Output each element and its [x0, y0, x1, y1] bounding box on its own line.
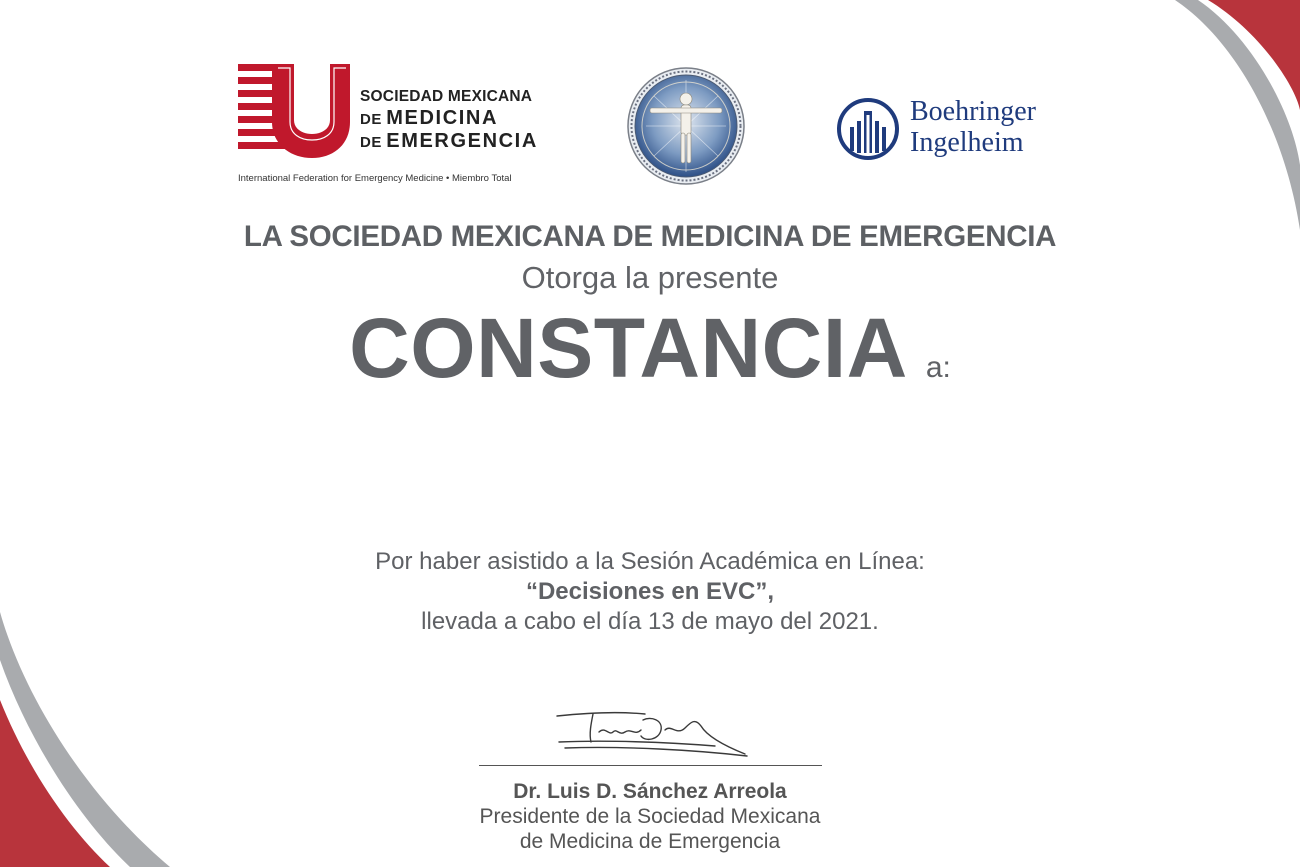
- certificate-title: CONSTANCIA: [349, 301, 908, 395]
- smme-name-line3-big: EMERGENCIA: [386, 129, 538, 152]
- grants-line: Otorga la presente: [521, 260, 779, 295]
- smme-name-line2-big: MEDICINA: [386, 106, 498, 129]
- boehringer-ingelheim-logo: [836, 96, 1066, 166]
- signature-line: [479, 765, 822, 766]
- session-date: llevada a cabo el día 13 de mayo del 2021.: [421, 608, 879, 635]
- signatory-role-line2: de Medicina de Emergencia: [519, 830, 781, 853]
- signatory-role-line1: Presidente de la Sociedad Mexicana: [479, 805, 821, 828]
- smme-name-line1: SOCIEDAD MEXICANA: [360, 88, 533, 105]
- certificate-title-suffix: a:: [925, 351, 951, 384]
- smme-logo: [238, 64, 538, 189]
- smme-name-line3-small: DE: [360, 133, 382, 151]
- signature-image: [555, 706, 755, 762]
- smme-tagline: International Federation for Emergency Medicine • Miembro Total: [238, 173, 512, 184]
- issuer-heading: LA SOCIEDAD MEXICANA DE MEDICINA DE EMERGENCIA: [243, 220, 1057, 253]
- partner-name-line1: Boehringer: [910, 96, 1036, 127]
- society-seal-icon: [626, 66, 746, 186]
- session-name: “Decisiones en EVC”,: [525, 578, 775, 605]
- partner-name-line2: Ingelheim: [910, 127, 1024, 158]
- attendance-reason: Por haber asistido a la Sesión Académica en Línea:: [375, 548, 925, 575]
- smme-u-emblem: [238, 64, 350, 158]
- boehringer-building-icon: [836, 97, 900, 161]
- smme-name-line2-small: DE: [360, 110, 382, 128]
- signatory-name: Dr. Luis D. Sánchez Arreola: [513, 780, 787, 803]
